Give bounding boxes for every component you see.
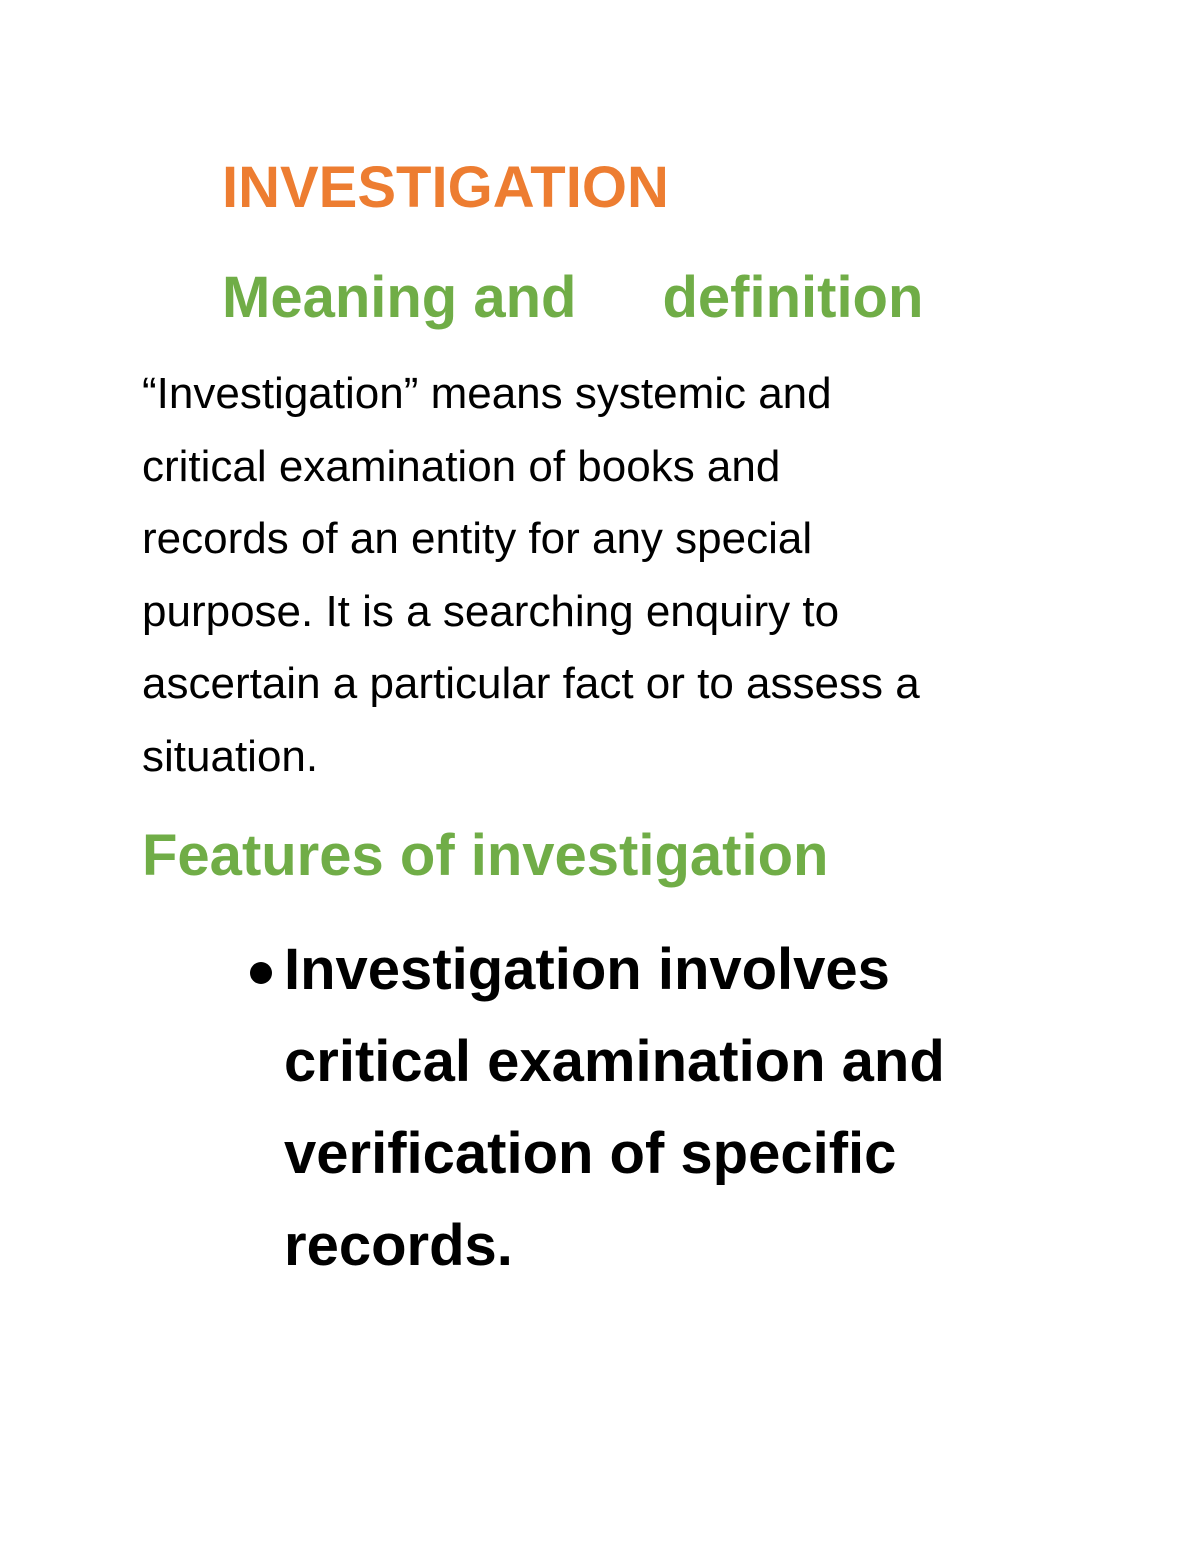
document-title: INVESTIGATION <box>222 155 669 220</box>
definition-line: situation. <box>142 731 319 781</box>
definition-line: purpose. It is a searching enquiry to <box>142 586 840 636</box>
bullet-line: critical examination and <box>284 1029 945 1094</box>
section-heading-meaning <box>222 258 923 338</box>
section-heading-meaning-part2: definition <box>662 265 924 330</box>
definition-line: records of an entity for any special <box>142 514 813 563</box>
bullet-line: records. <box>284 1213 513 1278</box>
section-heading-meaning-part1: Meaning and <box>222 265 577 330</box>
bullet-line: Investigation involves <box>284 937 890 1002</box>
list-item <box>244 924 1124 1292</box>
definition-line: “Investigation” means systemic and <box>142 369 832 418</box>
definition-paragraph <box>142 358 1062 793</box>
bullet-icon <box>250 962 272 984</box>
section-heading-features: Features of investigation <box>142 823 829 888</box>
bullet-text <box>284 924 1124 1292</box>
features-list <box>244 924 1124 1292</box>
bullet-line: verification of specific <box>284 1121 897 1186</box>
definition-line: ascertain a particular fact or to assess a <box>142 659 920 708</box>
definition-line: critical examination of books and <box>142 441 781 491</box>
